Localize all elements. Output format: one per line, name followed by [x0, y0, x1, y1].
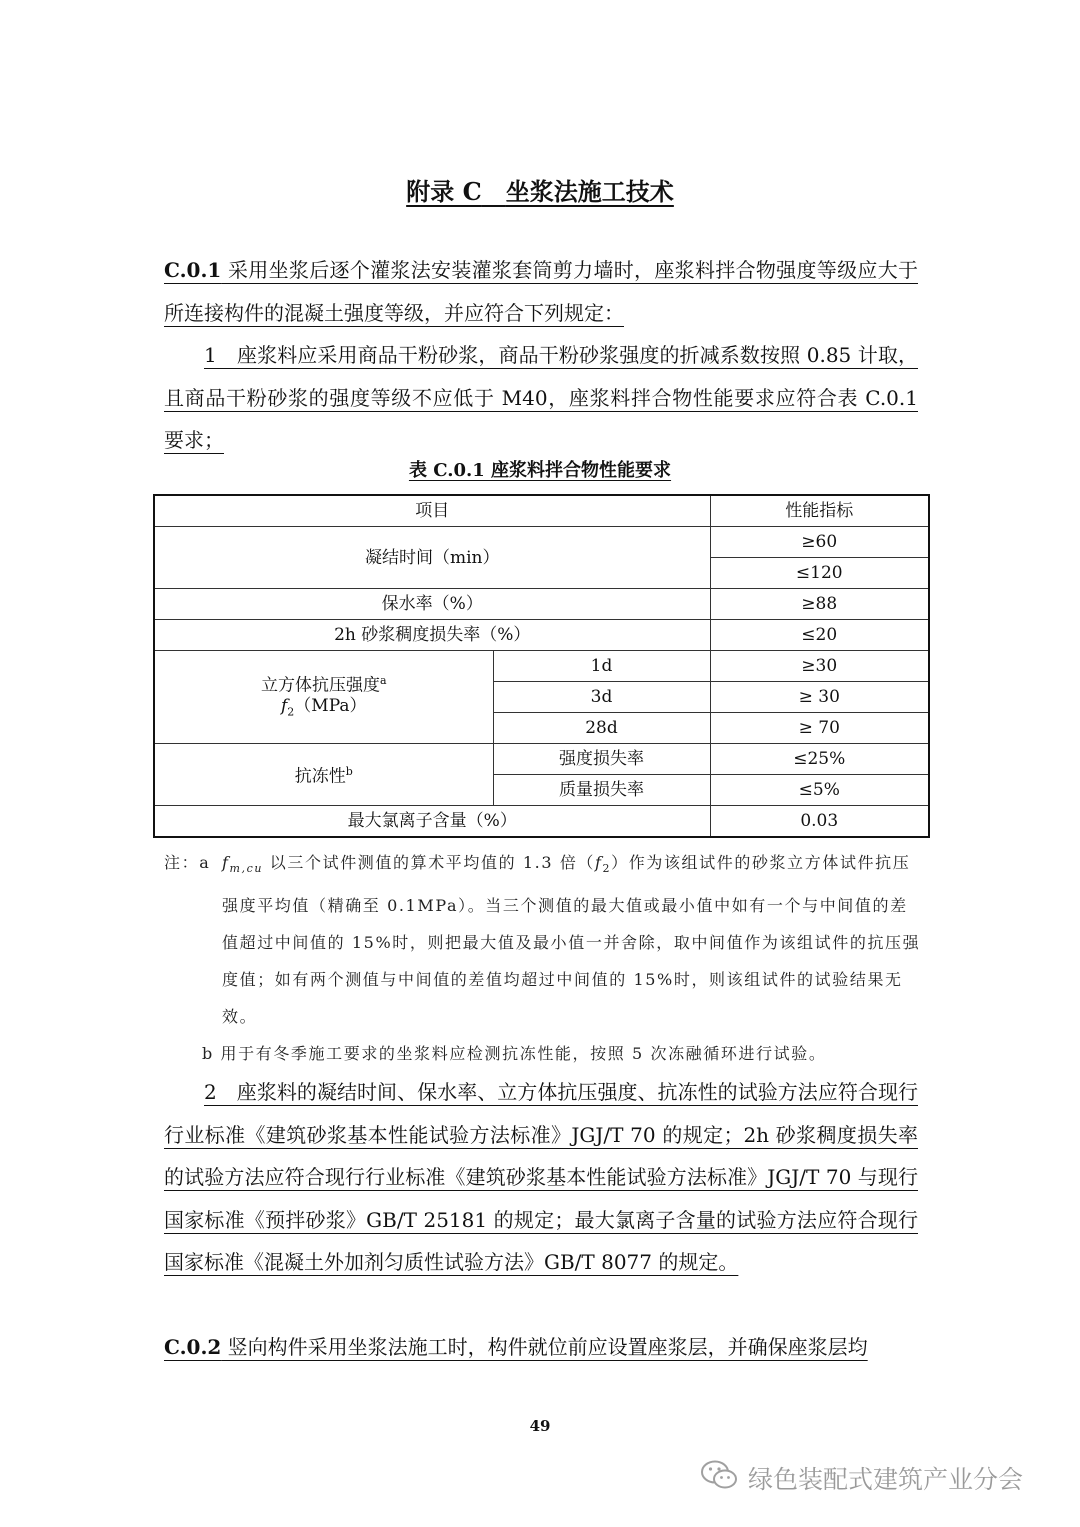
table-row	[154, 806, 929, 838]
age-28d: 28d	[493, 713, 710, 744]
page-number: 49	[529, 1417, 551, 1435]
frost-label-text: 抗冻性	[294, 766, 346, 787]
note-a-part2: ）作为该组试件的砂浆立方体试件抗压强度平均值（精确至 0.1MPa）。当三个测值的最大值或最小值中如有一个与中间值的差值超过中间值的 15%时，则把最大值及最小值一并舍除，取中间值作为该组试件的抗压强度值；如有两个测值与中间值的差值均超过中间值的 15%时，则该组试件的试验结果无效。	[222, 853, 921, 1027]
table-row	[154, 620, 929, 651]
f2-subscript: 2	[602, 862, 612, 876]
clause-text: 采用坐浆后逐个灌浆法安装灌浆套筒剪力墙时，座浆料拌合物强度等级应大于所连接构件的混凝土强度等级，并应符合下列规定：	[164, 258, 918, 325]
consistency-loss-value: ≤20	[710, 620, 929, 651]
f-subscript: 2	[287, 705, 295, 719]
frost-mass-loss-value: ≤5%	[710, 775, 929, 806]
page-title	[0, 172, 1080, 207]
appendix-label: 附录 C	[406, 177, 482, 206]
header-item: 项目	[154, 495, 710, 527]
item-1: 1 座浆料应采用商品干粉砂浆，商品干粉砂浆强度的折减系数按照 0.85 计取，且商品干粉砂浆的强度等级不应低于 M40，座浆料拌合物性能要求应符合表 C.0.1 要求；	[164, 343, 918, 452]
age-1d: 1d	[493, 651, 710, 682]
table-row	[154, 589, 929, 620]
clause-text: 竖向构件采用坐浆法施工时，构件就位前应设置座浆层，并确保座浆层均	[221, 1335, 868, 1359]
fmcu-symbol: f	[222, 853, 230, 872]
appendix-title: 坐浆法施工技术	[505, 177, 674, 206]
wechat-icon	[700, 1459, 738, 1497]
table-row	[154, 527, 929, 558]
footnote-b-marker: b	[345, 765, 353, 779]
table-notes	[164, 844, 924, 1072]
mpa-unit: （MPa）	[294, 696, 367, 717]
strength-28d: ≥ 70	[710, 713, 929, 744]
footnote-a-marker: a	[379, 674, 387, 688]
clause-number: C.0.1	[164, 258, 222, 282]
age-3d: 3d	[493, 682, 710, 713]
note-a	[164, 844, 924, 1035]
chloride-label: 最大氯离子含量（%）	[154, 806, 710, 838]
header-index: 性能指标	[710, 495, 929, 527]
note-a-part1: 以三个试件测值的算术平均值的 1.3 倍（	[263, 853, 596, 872]
frost-mass-loss-label: 质量损失率	[493, 775, 710, 806]
table-caption: 表 C.0.1 座浆料拌合物性能要求	[408, 460, 672, 481]
clause-c01	[164, 249, 918, 334]
f2-symbol: f	[595, 853, 603, 872]
note-b: b 用于有冬季施工要求的坐浆料应检测抗冻性能，按照 5 次冻融循环进行试验。	[202, 1044, 827, 1064]
frost-strength-loss-value: ≤25%	[710, 744, 929, 775]
water-retention-value: ≥88	[710, 589, 929, 620]
setting-time-max: ≤120	[710, 558, 929, 589]
frost-label	[154, 744, 493, 806]
frost-strength-loss-label: 强度损失率	[493, 744, 710, 775]
performance-table	[153, 494, 930, 838]
watermark	[700, 1458, 1023, 1498]
consistency-loss-label: 2h 砂浆稠度损失率（%）	[154, 620, 710, 651]
table-row	[154, 744, 929, 775]
setting-time-min: ≥60	[710, 527, 929, 558]
setting-time-label: 凝结时间（min）	[154, 527, 710, 589]
fmcu-subscript: m,cu	[229, 862, 264, 876]
water-retention-label: 保水率（%）	[154, 589, 710, 620]
compressive-label	[154, 651, 493, 744]
clause-c02	[164, 1326, 918, 1369]
table-row	[154, 651, 929, 682]
table-header-row	[154, 495, 929, 527]
strength-3d: ≥ 30	[710, 682, 929, 713]
chloride-value: 0.03	[710, 806, 929, 838]
strength-1d: ≥30	[710, 651, 929, 682]
note-a-text	[222, 844, 924, 1035]
clause-number: C.0.2	[164, 1335, 222, 1359]
watermark-text: 绿色装配式建筑产业分会	[748, 1465, 1024, 1494]
compressive-label-text: 立方体抗压强度	[260, 676, 380, 697]
item-2: 2 座浆料的凝结时间、保水率、立方体抗压强度、抗冻性的试验方法应符合现行行业标准《建筑砂浆基本性能试验方法标准》JGJ/T 70 的规定；2h 砂浆稠度损失率的试验方法应符合现行行业标准《建筑砂浆基本性能试验方法标准》JGJ/T 70 与现行国家标准《预拌砂浆》GB/T 25181 的规定；最大氯离子含量的试验方法应符合现行国家标准《混凝土外加剂匀质性试验方法》GB/T 8077 的规定。	[164, 1080, 918, 1274]
note-a-label: 注：a	[164, 853, 211, 872]
f-symbol: f	[280, 696, 288, 717]
